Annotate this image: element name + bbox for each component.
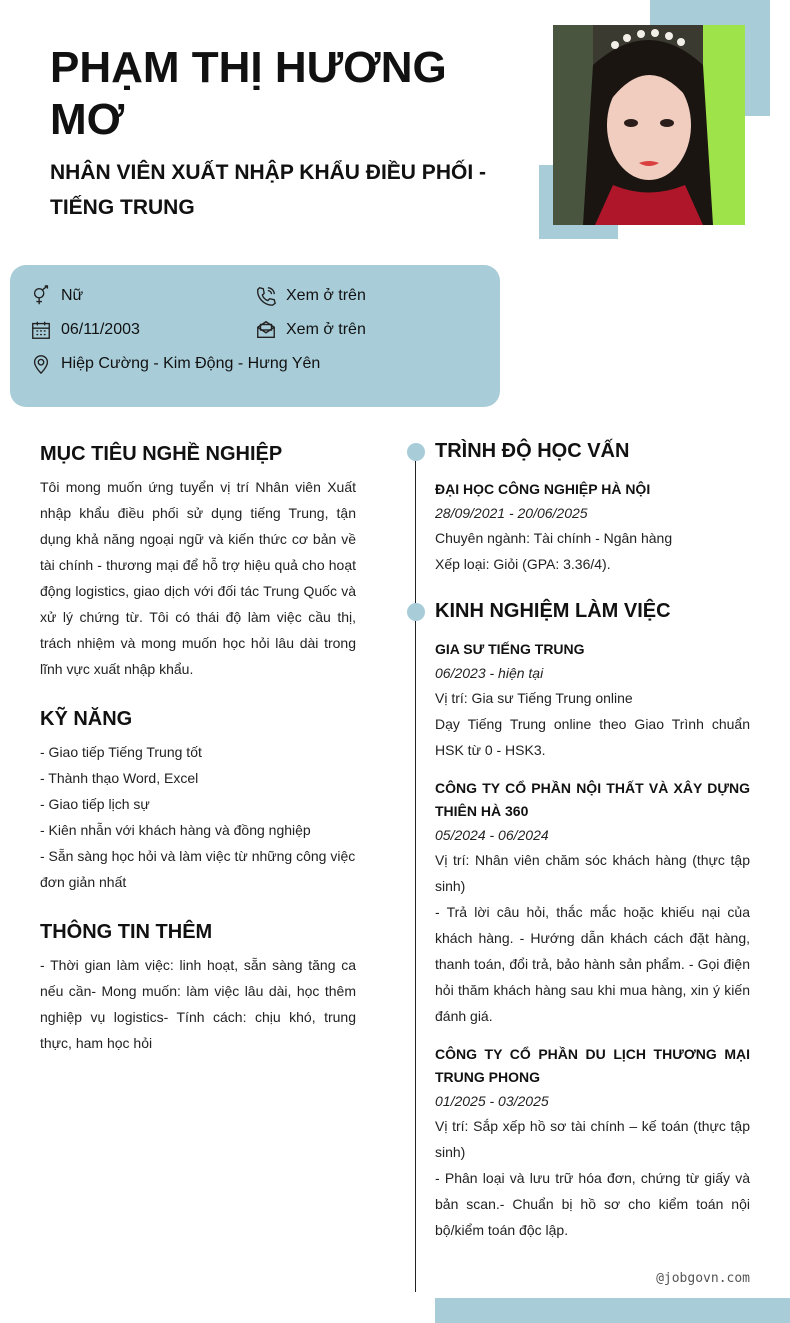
skill-item: - Giao tiếp Tiếng Trung tốt bbox=[40, 744, 202, 760]
contact-address bbox=[30, 352, 320, 376]
skills-list bbox=[40, 739, 356, 895]
job-description: - Trả lời câu hỏi, thắc mắc hoặc khiếu nại của khách hàng. - Hướng dẫn khách cách đặt hàng, thanh toán, đổi trả, bảo hành sản phẩm. - Gọi điện hỏi thăm khách hàng sau khi mua hàng, xin ý kiến đánh giá. bbox=[435, 904, 750, 1024]
envelope-icon bbox=[255, 319, 277, 341]
education-heading: TRÌNH ĐỘ HỌC VẤN bbox=[435, 440, 630, 462]
gender-value: Nữ bbox=[61, 287, 84, 304]
phone-icon bbox=[255, 285, 277, 307]
job-dates: 05/2024 - 06/2024 bbox=[435, 827, 549, 843]
gender-icon bbox=[30, 285, 52, 307]
skill-item: - Sẵn sàng học hỏi và làm việc từ những công việc bbox=[40, 848, 356, 864]
contact-card bbox=[10, 265, 500, 407]
skills-heading: KỸ NĂNG bbox=[40, 708, 133, 730]
portrait-illustration bbox=[553, 25, 745, 225]
objective-text: Tôi mong muốn ứng tuyển vị trí Nhân viên Xuất nhập khẩu điều phối sử dụng tiếng Trung, tận dụng khả năng ngoại ngữ và kiến thức cơ bản về tài chính - thương mại để hỗ trợ hiệu quả cho hoạt động logistics, giao dịch với đối tác Trung Quốc và xử lý chứng từ. Tôi có thái độ làm việc cầu thị, trách nhiệm và mong muốn học hỏi lâu dài trong lĩnh vực xuất nhập khẩu. bbox=[40, 479, 356, 677]
contact-email bbox=[255, 318, 366, 342]
education-dates: 28/09/2021 - 20/06/2025 bbox=[435, 505, 588, 521]
education-major: Chuyên ngành: Tài chính - Ngân hàng bbox=[435, 530, 673, 546]
skill-item: - Kiên nhẫn với khách hàng và đồng nghiệp bbox=[40, 822, 311, 838]
job-dates: 01/2025 - 03/2025 bbox=[435, 1093, 549, 1109]
email-value: Xem ở trên bbox=[286, 321, 366, 338]
phone-value: Xem ở trên bbox=[286, 287, 366, 304]
job-org: GIA SƯ TIẾNG TRUNG bbox=[435, 641, 585, 657]
job-title: NHÂN VIÊN XUẤT NHẬP KHẨU ĐIỀU PHỐI - TIẾNG TRUNG bbox=[50, 161, 486, 219]
extra-info-heading: THÔNG TIN THÊM bbox=[40, 921, 213, 943]
birthdate-value: 06/11/2003 bbox=[61, 321, 140, 338]
address-value: Hiệp Cường - Kim Động - Hưng Yên bbox=[61, 355, 321, 372]
skill-item: - Giao tiếp lịch sự bbox=[40, 796, 150, 812]
job-dates: 06/2023 - hiện tại bbox=[435, 665, 544, 681]
education-school: ĐẠI HỌC CÔNG NGHIỆP HÀ NỘI bbox=[435, 481, 651, 497]
job-description: - Phân loại và lưu trữ hóa đơn, chứng từ giấy và bản scan.- Chuẩn bị hồ sơ cho kiểm toán nội bộ/kiểm toán độc lập. bbox=[435, 1170, 750, 1238]
location-pin-icon bbox=[30, 353, 52, 375]
job-org: CÔNG TY CỔ PHẦN NỘI THẤT VÀ XÂY DỰNG THIÊN HÀ 360 bbox=[435, 780, 750, 819]
job-role: Vị trí: Sắp xếp hồ sơ tài chính – kế toán (thực tập sinh) bbox=[435, 1118, 750, 1160]
skill-item: - Thành thạo Word, Excel bbox=[40, 770, 199, 786]
candidate-name: PHẠM THỊ HƯƠNG MƠ bbox=[50, 43, 447, 144]
contact-gender bbox=[30, 284, 83, 308]
timeline-line bbox=[415, 452, 416, 1292]
skill-item: đơn giản nhất bbox=[40, 874, 127, 890]
extra-info-text: - Thời gian làm việc: linh hoạt, sẵn sàng tăng ca nếu cần- Mong muốn: làm việc lâu dài, học thêm nghiệp vụ logistics- Tính cách: chịu khó, trung thực, ham học hỏi bbox=[40, 957, 356, 1051]
calendar-icon bbox=[30, 319, 52, 341]
job-org: CÔNG TY CỔ PHẦN DU LỊCH THƯƠNG MẠI TRUNG PHONG bbox=[435, 1046, 750, 1085]
job-role: Vị trí: Gia sư Tiếng Trung online bbox=[435, 690, 633, 706]
education-grade: Xếp loại: Giỏi (GPA: 3.36/4). bbox=[435, 556, 611, 572]
objective-heading: MỤC TIÊU NGHỀ NGHIỆP bbox=[40, 443, 283, 465]
job-description: Dạy Tiếng Trung online theo Giao Trình chuẩn HSK từ 0 - HSK3. bbox=[435, 716, 750, 758]
contact-birthdate bbox=[30, 318, 140, 342]
experience-heading: KINH NGHIỆM LÀM VIỆC bbox=[435, 600, 671, 622]
profile-photo bbox=[553, 25, 745, 225]
watermark-text: @jobgovn.com bbox=[656, 1271, 750, 1286]
timeline-dot-education bbox=[407, 443, 425, 461]
decor-block-footer bbox=[435, 1298, 790, 1323]
job-role: Vị trí: Nhân viên chăm sóc khách hàng (thực tập sinh) bbox=[435, 852, 750, 894]
education-details bbox=[435, 525, 750, 577]
timeline-dot-experience bbox=[407, 603, 425, 621]
contact-phone bbox=[255, 284, 366, 308]
